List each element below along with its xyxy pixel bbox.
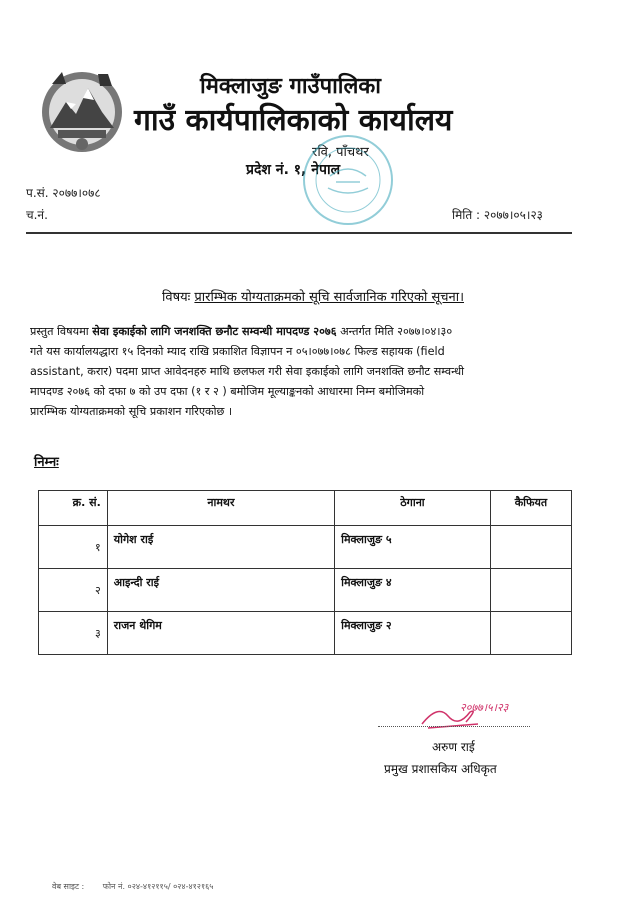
subject-text: प्रारम्भिक योग्यताक्रमको सूचि सार्वजानिक गरिएको सूचना। [194,290,464,305]
office-name: गाउँ कार्यपालिकाको कार्यालय [134,103,453,138]
letter-date: मिति : २०७७।०५।२३ [452,208,543,222]
body-text-span: अन्तर्गत मिति २०७७।०४।३० [336,325,453,338]
row-address: मिक्लाजुङ २ [335,612,491,655]
row-address: मिक्लाजुङ ४ [335,569,491,612]
row-name: योगेश राई [107,526,334,569]
signature-date: २०७७।५।२३ [460,701,509,714]
table-row [39,612,572,655]
row-serial: २ [39,569,108,612]
footer-website: वेब साइट : [52,882,85,891]
official-stamp [300,132,396,228]
column-header-name: नामथर [107,491,334,526]
footer-phone: फोन नं. ०२४-४१२११५/ ०२४-४१२१६५ [102,882,214,891]
signature-line [378,726,530,727]
list-heading: निम्नः [34,455,59,470]
row-name: राजन थेगिम [107,612,334,655]
column-header-remarks: कैफियत [490,491,571,526]
body-text-span: प्रस्तुत विषयमा [30,325,93,338]
office-province: प्रदेश नं. १, नेपाल [246,162,341,178]
reference-number: प.सं. २०७७।०७८ [26,186,101,200]
notice-body [30,322,576,422]
municipality-name: मिक्लाजुङ गाउँपालिका [200,74,381,99]
body-line-5: प्रारम्भिक योग्यताक्रमको सूचि प्रकाशन गरिएकोछ । [30,405,233,418]
body-line-4: मापदण्ड २०७६ को दफा ७ को उप दफा (१ र २ ) बमोजिम मूल्याङ्कनको आधारमा निम्न बमोजिमको [30,385,425,398]
body-line-3: assistant, करार) पदमा प्राप्त आवेदनहरु माथि छलफल गरी सेवा इकाईको लागि जनशक्ति छनौट सम्वन्धी [30,365,465,378]
table-row [39,526,572,569]
row-remark [490,526,571,569]
candidate-table [38,490,572,655]
row-serial: ३ [39,612,108,655]
row-remark [490,569,571,612]
header-divider [26,232,572,234]
table-row [39,569,572,612]
row-address: मिक्लाजुङ ५ [335,526,491,569]
column-header-serial: क्र. सं. [39,491,108,526]
signatory-title: प्रमुख प्रशासकिय अधिकृत [384,762,497,776]
table-header-row [39,491,572,526]
subject-line [0,287,626,305]
column-header-address: ठेगाना [335,491,491,526]
row-remark [490,612,571,655]
row-name: आइन्दी राई [107,569,334,612]
row-serial: १ [39,526,108,569]
subject-prefix: विषयः [161,290,191,305]
dispatch-number: च.नं. [26,208,48,222]
signatory-name: अरुण राई [432,740,475,754]
body-line-1 [30,322,576,342]
nepal-emblem-icon [36,64,128,156]
footer [52,881,229,892]
body-line-2: गते यस कार्यालयद्धारा १५ दिनको म्याद राखि प्रकाशित विज्ञापन न ०५।०७७।०७८ फिल्ड सहायक (field [30,345,445,358]
office-place: रवि, पाँचथर [312,145,369,160]
standard-reference: सेवा इकाईको लागि जनशक्ति छनौट सम्वन्धी मापदण्ड २०७६ [92,325,337,338]
